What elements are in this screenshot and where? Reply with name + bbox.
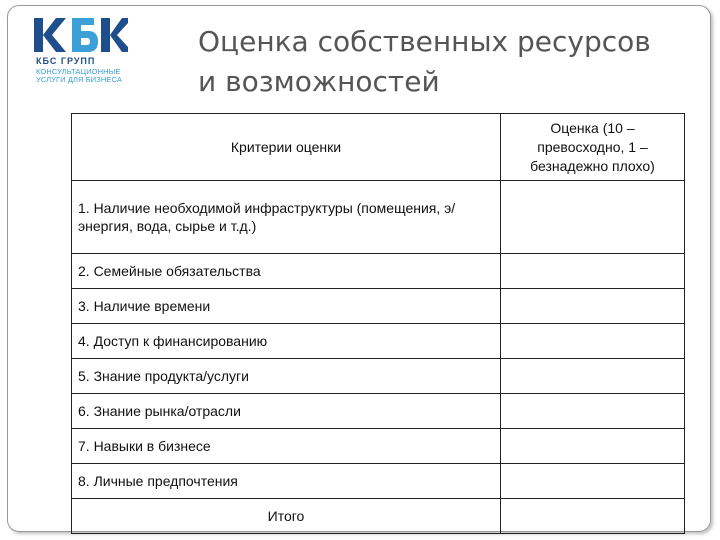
criterion-label: 8. Личные предпочтения — [72, 464, 501, 499]
table-row — [72, 254, 685, 289]
criterion-label: 4. Доступ к финансированию — [72, 324, 501, 359]
criteria-table — [71, 113, 685, 534]
criterion-label: 5. Знание продукта/услуги — [72, 359, 501, 394]
score-cell[interactable] — [501, 429, 685, 464]
title-line-2: и возможностей — [198, 65, 440, 98]
table-row — [72, 181, 685, 254]
table-header-row — [72, 114, 685, 181]
criterion-label: 7. Навыки в бизнесе — [72, 429, 501, 464]
table-row — [72, 289, 685, 324]
criterion-label: 3. Наличие времени — [72, 289, 501, 324]
score-cell[interactable] — [501, 464, 685, 499]
logo-subtitle: КБС ГРУПП — [36, 56, 96, 66]
criterion-label: 2. Семейные обязательства — [72, 254, 501, 289]
score-cell[interactable] — [501, 181, 685, 254]
score-cell[interactable] — [501, 359, 685, 394]
logo-tagline: КОНСУЛЬТАЦИОННЫЕ УСЛУГИ ДЛЯ БИЗНЕСА — [36, 67, 122, 84]
logo-mark — [28, 14, 128, 68]
table-row — [72, 324, 685, 359]
total-score-cell[interactable] — [501, 499, 685, 534]
score-cell[interactable] — [501, 254, 685, 289]
table-row — [72, 429, 685, 464]
table-row — [72, 394, 685, 429]
table-row — [72, 464, 685, 499]
score-cell[interactable] — [501, 394, 685, 429]
page-title — [198, 22, 698, 102]
header-criteria: Критерии оценки — [72, 114, 501, 181]
criterion-label: 1. Наличие необходимой инфраструктуры (помещения, э/энергия, вода, сырье и т.д.) — [72, 181, 501, 254]
company-logo — [28, 14, 138, 89]
title-line-1: Оценка собственных ресурсов — [198, 25, 651, 58]
total-row — [72, 499, 685, 534]
criterion-label: 6. Знание рынка/отрасли — [72, 394, 501, 429]
table-row — [72, 359, 685, 394]
header-score: Оценка (10 – превосходно, 1 – безнадежно плохо) — [501, 114, 685, 181]
total-label: Итого — [72, 499, 501, 534]
score-cell[interactable] — [501, 289, 685, 324]
score-cell[interactable] — [501, 324, 685, 359]
